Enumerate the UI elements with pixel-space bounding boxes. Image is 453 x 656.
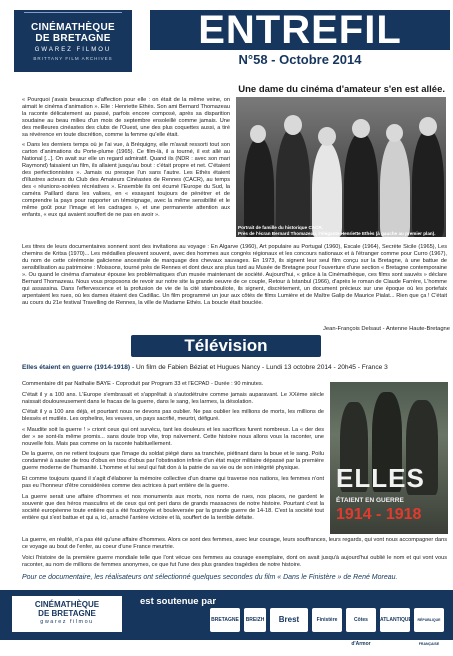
television-paragraph: Commentaire dit par Nathalie BAYE - Coproduit par Program 33 et l'ECPAD - Durée : 90 minutes. [22,381,264,387]
logo-film-strip-decoration [24,12,122,15]
support-text: est soutenue par [140,596,217,607]
article-signature: Jean-François Delsaut - Antenne Haute-Bretagne [323,326,450,332]
issue-number: N°58 - Octobre 2014 [238,52,362,67]
footer-logo[interactable] [12,596,122,632]
television-paragraph: C'était il y a 100 ans. L'Europe s'embrasait et s'apprêtait à s'autodétruire comme jamais auparavant. Le XXème siècle naissait douloureusement dans le fracas de la guerre, dans le sang, les larmes, la désolation. [22,391,324,405]
logo-line-4: BRITTANY FILM ARCHIVES [33,56,113,61]
closing-note: Pour ce documentaire, les réalisateurs ont sélectionné quelques secondes du film « Dans le Finistère » de René Moreau. [22,574,398,581]
logo-line-3: GWAREZ FILMOU [34,47,112,53]
film-heading [22,364,447,371]
film-poster [330,382,448,534]
footer-logo-line-2: DE BRETAGNE [38,609,96,618]
article-paragraph: « Dans les derniers temps où je l'ai vue, à Bréquigny, elle m'avait ressorti tout son carton d'animations du Porte-plume (1965). Ce film-là, il a tourné, il est allé au National [...]. On avait sur elle un regard admiratif. Quand ils (NDR : avec son mari Raymond) faisaient un film, ils allaient jusqu'au bout : c'était propre et net. C'étaient des perfectionnistes ». Jamais ou presque l'un sans l'autre. Les Ethès étaient d'illustres acteurs du Club des Amateurs Cinéastes de Rennes (CACR), au temps des « réunions-soirées récréatives ». Ensemble ils ont écumé l'Europe du Sud, la caméra Paillard dans les valises, en « essayant toujours de pénétrer et de comprendre la pays pour rapporter un témoignage, avec la même sensibilité et le même goût pour l'image et les cadrages », et une permanente attention aux enfants, « eux qui avaient souffert de ne pas en avoir ». [22,141,230,219]
partner-logo[interactable]: ATLANTIQUE [380,608,410,632]
partner-logo[interactable]: BREIZH [244,608,266,632]
film-title: Elles étaient en guerre (1914-1918) [22,364,131,371]
newsletter-title: ENTREFIL [150,10,450,50]
cinematheque-logo[interactable] [14,10,132,72]
television-paragraph: La guerre, en réalité, n'a pas été qu'une affaire d'hommes. Alors ce sont des femmes, avec leur courage, leurs souffrances, leurs regards, qui vont nous accompagner dans ce voyage au bout de l'enfer, au coeur d'une France meurtrie. [22,537,447,551]
film-meta: - Un film de Fabien Béziat et Hugues Nancy - Lundi 13 octobre 2014 - 20h45 - France 3 [130,364,388,371]
partner-logo[interactable]: BRETAGNE [210,608,240,632]
header [0,0,453,80]
logo-line-2: DE BRETAGNE [35,33,111,44]
partner-logo[interactable]: RÉPUBLIQUE FRANÇAISE [414,608,444,632]
article-headline: Une dame du cinéma d'amateur s'en est allée. [238,84,445,95]
family-portrait-photo [236,97,446,237]
poster-title: ELLES [336,463,425,493]
television-paragraph: Et comme toujours quand il s'agit d'élaborer la mémoire collective d'un drame qui traverse nos nations, les femmes n'ont pas eu l'honneur d'être considérées comme des actrices à part entière de la guerre. [22,476,324,490]
partner-logo[interactable]: Brest [270,608,308,632]
poster-subtitle: ÉTAIENT EN GUERRE [336,497,404,504]
article-full-paragraph: Les titres de leurs documentaires sonnent sont des invitations au voyage : En Algarve (1960), Art populaire au Portugal (1960), Escale (1964), Secrète Sicile (1965), Les chemins de Kritsa (1970)... Les médailles pleuvent souvent, avec des hommes aux congrès régionaux et les concours nationaux et à l'étranger comme pour Curro (1967), du nom de cette cérémonie galicienne ancestrale de marquage des chevaux sauvages. En 1973, ils signent leur seul film conçu sur la Bretagne, à une battue de sensibilisation au patrimoine : Moissons, tourné près de Rennes et dont deux ans plus tard au Musée de Bretagne pour l'ouverture d'une section « Bretagne contemporaine ». Ou quand le cinéma d'amateur épouse les problématiques d'un musée maintenant de société. Aujourd'hui, « grâce à la Cinémathèque, ces films sont sauvés » déclare Bernard Thomazeau. Nous vous proposons de revoir sur notre site la grande oeuvre de ce couple, Retour à Istanbul (1966), d'après le roman de Claude Farrère, L'homme qui assassina. Dans l'effervescence et la profusion de vie de la cité stambouliote, ils signent, discrètement, un document précieux sur une époque où les portefaix arpentaient les rues, où les dames étaient des Cadillac. Un film programmé un jour aux côtés de films Lumière et de Maître Galip de Maurice Pialat... Rien que ça ! C'était au cours du 21e festival Travelling de Rennes, la ville de Madame Ethès. La boucle était bouclée. [22,244,447,307]
television-paragraph: La guerre serait une affaire d'hommes et nos monuments aux morts, nos noms de rues, nos places, ne gardent le souvenir que des héros masculins et de ceux qui ont peri dans de grands massacres de notre histoire. Pourtant c'est la société européenne toute entière qui a été foudroyée et bouleversée par la grande guerre de 14-18. C'est la société tout entière qui s'est battue et qui a, ici, arraché l'arrière victoire et là, souffert de la terrible défaite. [22,493,324,521]
partner-logo[interactable]: Côtes d'Armor [346,608,376,632]
footer [0,590,453,647]
article-column [22,97,230,222]
television-column [22,381,324,525]
television-paragraph: Voici l'histoire de la première guerre mondiale telle que l'ont vécue ces femmes au courage exemplaire, dont on avait jusqu'à aujourd'hui oublié le nom et qui vont vous raconter, au nom de millions de femmes anonymes, ce que fut l'une des plus grandes tragédies de notre histoire. [22,554,447,568]
photo-caption-line-2: Près de l'écran Bernard Thomazeau, l'élégante Henriette Ethès (à gauche au premier plan). [238,230,436,236]
article-paragraph: « Pourquoi j'avais beaucoup d'affection pour elle : on était de la même veine, on aimait le cinéma d'animation ». Elle : Henriette Ethès. Son ami Bernard Thomazeau la raconte délicatement au passé, parfois encore composé, après sa disparition soudaine au beau milieu d'un mois de septembre ensoleillé comme jamais. Une des meilleures cinéastes des clubs de l'Ouest, une des plus coquettes aussi, a tiré sa révérence en toute discrétion, comme la femme qu'elle était. [22,97,230,139]
footer-logo-line-1: CINÉMATHÈQUE [34,600,100,609]
television-banner: Télévision [131,335,321,357]
photo-caption [238,225,448,236]
television-bottom [22,537,447,572]
television-paragraph: C'était il y a 100 ans déjà, et pourtant nous ne devons pas oublier. Ne pas oublier les millions de morts, les millions de blessés et mutilés. Les orphelins, les veuves, un pays sacrifié, meurtri, défiguré. [22,409,324,423]
television-paragraph: De la guerre, on ne retient toujours que l'image du soldat piégé dans sa tranchée, piétinant dans la boue et le sang. Poilu condamné à sauter de trou d'obus en trou d'obus par l'obstination infinie d'un état major militaire dépassé par la première guerre moderne de l'humanité. L'homme et lui seul qui fait don à la patrie de sa vie ou de son intégrité physique. [22,451,324,472]
logo-line-1: CINÉMATHÈQUE [31,22,115,33]
partner-logo[interactable]: Finistère [312,608,342,632]
poster-years: 1914 - 1918 [336,506,422,523]
footer-logo-line-3: gwarez filmou [40,619,94,625]
photo-caption-line-1: Portrait de famille du historique CACR. [238,225,323,230]
television-paragraph: « Maudite soit la guerre ! » criont ceux qui ont survécu, tant les douleurs et les sacrifices furent nombreux. La « der des der » se sont-ils même promis... sans doute trop vite, trop naïvement. Cette histoire nous allons vous la raconter, une nouvelle fois. Mais pas comme on la raconte habituellement. [22,426,324,447]
